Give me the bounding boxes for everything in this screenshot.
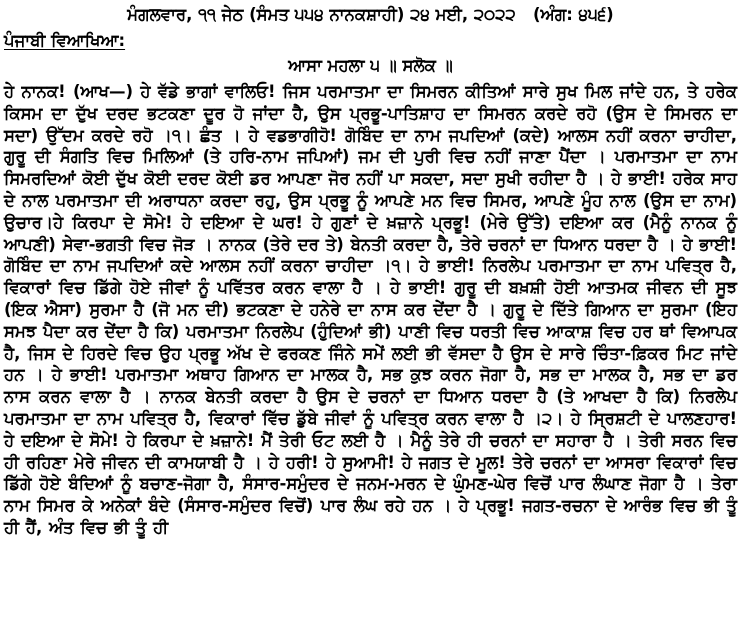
commentary-paragraph: ਹੇ ਨਾਨਕ! (ਆਖ—) ਹੇ ਵੱਡੇ ਭਾਗਾਂ ਵਾਲਿਓ! ਜਿਸ ਪਰਮਾਤਮਾ ਦਾ ਸਿਮਰਨ ਕੀਤਿਆਂ ਸਾਰੇ ਸੁਖ ਮਿਲ ਜਾਂਦੇ ਹਨ, ਤੇ ਹਰੇਕ ਕਿਸਮ ਦਾ ਦੁੱਖ ਦਰਦ ਭਟਕਣਾ ਦੂਰ ਹੋ ਜਾਂਦਾ ਹੈ, ਉਸ ਪ੍ਰਭੂ-ਪਾਤਿਸ਼ਾਹ ਦਾ ਸਿਮਰਨ ਕਰਦੇ ਰਹੋ (ਉਸ ਦੇ ਸਿਮਰਨ ਦਾ ਸਦਾ) ਉੱਦਮ ਕਰਦੇ ਰਹੋ ।੧। ਛੰਤ । ਹੇ ਵਡਭਾਗੀਹੋ! ਗੋਬਿੰਦ ਦਾ ਨਾਮ ਜਪਦਿਆਂ (ਕਦੇ) ਆਲਸ ਨਹੀਂ ਕਰਨਾ ਚਾਹੀਦਾ, ਗੁਰੂ ਦੀ ਸੰਗਤਿ ਵਿਚ ਮਿਲਿਆਂ (ਤੇ ਹਰਿ-ਨਾਮ ਜਪਿਆਂ) ਜਮ ਦੀ ਪੁਰੀ ਵਿਚ ਨਹੀਂ ਜਾਣਾ ਪੈਂਦਾ । ਪਰਮਾਤਮਾ ਦਾ ਨਾਮ ਸਿਮਰਦਿਆਂ ਕੋਈ ਦੁੱਖ ਕੋਈ ਦਰਦ ਕੋਈ ਡਰ ਆਪਣਾ ਜੋਰ ਨਹੀਂ ਪਾ ਸਕਦਾ, ਸਦਾ ਸੁਖੀ ਰਹੀਦਾ ਹੈ । ਹੇ ਭਾਈ! ਹਰੇਕ ਸਾਹ ਦੇ ਨਾਲ ਪਰਮਾਤਮਾ ਦੀ ਅਰਾਧਨਾ ਕਰਦਾ ਰਹੁ, ਉਸ ਪ੍ਰਭੂ ਨੂੰ ਆਪਣੇ ਮਨ ਵਿਚ ਸਿਮਰ, ਆਪਣੇ ਮੂੰਹ ਨਾਲ (ਉਸ ਦਾ ਨਾਮ) ਉਚਾਰ।ਹੇ ਕਿਰਪਾ ਦੇ ਸੋਮੇ! ਹੇ ਦਇਆ ਦੇ ਘਰ! ਹੇ ਗੁਣਾਂ ਦੇ ਖ਼ਜ਼ਾਨੇ ਪ੍ਰਭੂ! (ਮੇਰੇ ਉੱਤੇ) ਦਇਆ ਕਰ (ਮੈਨੂੰ ਨਾਨਕ ਨੂੰ ਆਪਣੀ) ਸੇਵਾ-ਭਗਤੀ ਵਿਚ ਜੋੜ । ਨਾਨਕ (ਤੇਰੇ ਦਰ ਤੇ) ਬੇਨਤੀ ਕਰਦਾ ਹੈ, ਤੇਰੇ ਚਰਨਾਂ ਦਾ ਧਿਆਨ ਧਰਦਾ ਹੈ । ਹੇ ਭਾਈ! ਗੋਬਿੰਦ ਦਾ ਨਾਮ ਜਪਦਿਆਂ ਕਦੇ ਆਲਸ ਨਹੀਂ ਕਰਨਾ ਚਾਹੀਦਾ ।੧। ਹੇ ਭਾਈ! ਨਿਰਲੇਪ ਪਰਮਾਤਮਾ ਦਾ ਨਾਮ ਪਵਿਤ੍ਰ ਹੈ, ਵਿਕਾਰਾਂ ਵਿਚ ਡਿੱਗੇ ਹੋਏ ਜੀਵਾਂ ਨੂੰ ਪਵਿੱਤਰ ਕਰਨ ਵਾਲਾ ਹੈ । ਹੇ ਭਾਈ! ਗੁਰੂ ਦੀ ਬਖ਼ਸ਼ੀ ਹੋਈ ਆਤਮਕ ਜੀਵਨ ਦੀ ਸੂਝ (ਇਕ ਐਸਾ) ਸੁਰਮਾ ਹੈ (ਜੋ ਮਨ ਦੀ) ਭਟਕਣਾ ਦੇ ਹਨੇਰੇ ਦਾ ਨਾਸ ਕਰ ਦੇਂਦਾ ਹੈ । ਗੁਰੂ ਦੇ ਦਿੱਤੇ ਗਿਆਨ ਦਾ ਸੁਰਮਾ (ਇਹ ਸਮਝ ਪੈਦਾ ਕਰ ਦੇਂਦਾ ਹੈ ਕਿ) ਪਰਮਾਤਮਾ ਨਿਰਲੇਪ (ਹੁੰਦਿਆਂ ਭੀ) ਪਾਣੀ ਵਿਚ ਧਰਤੀ ਵਿਚ ਆਕਾਸ਼ ਵਿਚ ਹਰ ਥਾਂ ਵਿਆਪਕ ਹੈ, ਜਿਸ ਦੇ ਹਿਰਦੇ ਵਿਚ ਉਹ ਪ੍ਰਭੂ ਅੱਖ ਦੇ ਫਰਕਣ ਜਿੰਨੇ ਸਮੇਂ ਲਈ ਭੀ ਵੱਸਦਾ ਹੈ ਉਸ ਦੇ ਸਾਰੇ ਚਿੰਤਾ-ਫ਼ਿਕਰ ਮਿਟ ਜਾਂਦੇ ਹਨ । ਹੇ ਭਾਈ! ਪਰਮਾਤਮਾ ਅਥਾਹ ਗਿਆਨ ਦਾ ਮਾਲਕ ਹੈ, ਸਭ ਕੁਝ ਕਰਨ ਜੋਗਾ ਹੈ, ਸਭ ਦਾ ਮਾਲਕ ਹੈ, ਸਭ ਦਾ ਡਰ ਨਾਸ ਕਰਨ ਵਾਲਾ ਹੈ । ਨਾਨਕ ਬੇਨਤੀ ਕਰਦਾ ਹੈ ਉਸ ਦੇ ਚਰਨਾਂ ਦਾ ਧਿਆਨ ਧਰਦਾ ਹੈ (ਤੇ ਆਖਦਾ ਹੈ ਕਿ) ਨਿਰਲੇਪ ਪਰਮਾਤਮਾ ਦਾ ਨਾਮ ਪਵਿਤ੍ਰ ਹੈ, ਵਿਕਾਰਾਂ ਵਿੱਚ ਡੁੱਬੇ ਜੀਵਾਂ ਨੂੰ ਪਵਿਤ੍ਰ ਕਰਨ ਵਾਲਾ ਹੈ ।੨। ਹੇ ਸ੍ਰਿਸ਼ਟੀ ਦੇ ਪਾਲਣਹਾਰ! ਹੇ ਦਇਆ ਦੇ ਸੋਮੇ! ਹੇ ਕਿਰਪਾ ਦੇ ਖ਼ਜ਼ਾਨੇ! ਮੈਂ ਤੇਰੀ ਓਟ ਲਈ ਹੈ । ਮੈਨੂੰ ਤੇਰੇ ਹੀ ਚਰਨਾਂ ਦਾ ਸਹਾਰਾ ਹੈ । ਤੇਰੀ ਸਰਨ ਵਿਚ ਹੀ ਰਹਿਣਾ ਮੇਰੇ ਜੀਵਨ ਦੀ ਕਾਮਯਾਬੀ ਹੈ । ਹੇ ਹਰੀ! ਹੇ ਸੁਆਮੀ! ਹੇ ਜਗਤ ਦੇ ਮੂਲ! ਤੇਰੇ ਚਰਨਾਂ ਦਾ ਆਸਰਾ ਵਿਕਾਰਾਂ ਵਿਚ ਡਿੱਗੇ ਹੋਏ ਬੰਦਿਆਂ ਨੂੰ ਬਚਾਣ-ਜੋਗਾ ਹੈ, ਸੰਸਾਰ-ਸਮੁੰਦਰ ਦੇ ਜਨਮ-ਮਰਨ ਦੇ ਘੁੰਮਣ-ਘੇਰ ਵਿਚੋਂ ਪਾਰ ਲੰਘਾਣ ਜੋਗਾ ਹੈ । ਤੇਰਾ ਨਾਮ ਸਿਮਰ ਕੇ ਅਨੇਕਾਂ ਬੰਦੇ (ਸੰਸਾਰ-ਸਮੁੰਦਰ ਵਿਚੋਂ) ਪਾਰ ਲੰਘ ਰਹੇ ਹਨ । ਹੇ ਪ੍ਰਭੂ! ਜਗਤ-ਰਚਨਾ ਦੇ ਆਰੰਭ ਵਿਚ ਭੀ ਤੂੰ ਹੀ ਹੈਂ, ਅੰਤ ਵਿਚ ਭੀ ਤੂੰ ਹੀ: [4, 82, 737, 537]
date-header: ਮੰਗਲਵਾਰ, ੧੧ ਜੇਠ (ਸੰਮਤ ੫੫੪ ਨਾਨਕਸ਼ਾਹੀ) ੨੪ ਮਈ, ੨੦੨੨ (ਅੰਗ: ੪੫੬): [127, 5, 614, 24]
section-label-punjabi-viakhia: ਪੰਜਾਬੀ ਵਿਆਖਿਆ:: [4, 31, 126, 50]
shabad-title: ਆਸਾ ਮਹਲਾ ੫ ॥ ਸਲੋਕ ॥: [288, 56, 453, 75]
section-label-row: [4, 30, 737, 52]
